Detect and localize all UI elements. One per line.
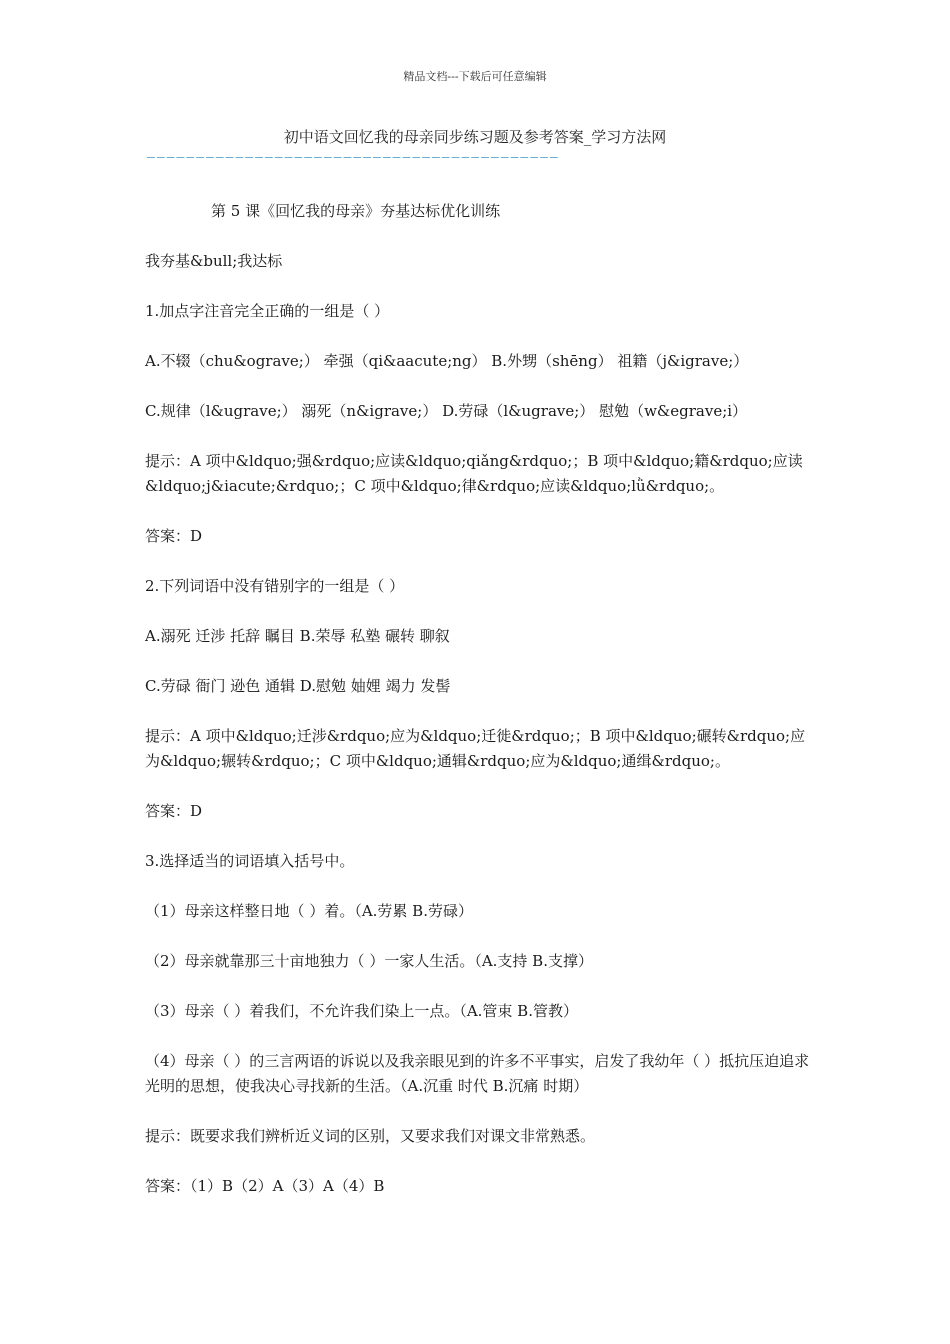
document-body: [145, 199, 810, 1224]
lesson-title: 第 5 课《回忆我的母亲》夯基达标优化训练: [211, 202, 501, 220]
document-title: 初中语文回忆我的母亲同步练习题及参考答案_学习方法网: [283, 128, 667, 146]
page-header-note: 精品文档---下载后可任意编辑: [403, 70, 547, 83]
question-3-item-2: （2）母亲就靠那三十亩地独力（ ）一家人生活。（A.支持 B.支撑）: [145, 952, 593, 970]
question-2-options-ab: A.溺死 迁涉 托辞 瞩目 B.荣辱 私塾 碾转 聊叙: [145, 627, 450, 645]
question-3-hint: 提示：既要求我们辨析近义词的区别，又要求我们对课文非常熟悉。: [145, 1127, 596, 1145]
question-1-options-cd: C.规律（l&ugrave;） 溺死（n&igrave;） D.劳碌（l&ugrave;） 慰勉（w&egrave;i）: [145, 402, 748, 420]
question-1: 1.加点字注音完全正确的一组是（ ）: [145, 302, 390, 320]
question-3-item-1: （1）母亲这样整日地（ ）着。（A.劳累 B.劳碌）: [145, 902, 473, 920]
section-heading: 我夯基&bull;我达标: [145, 252, 283, 270]
question-1-hint: 提示：A 项中&ldquo;强&rdquo;应读&ldquo;qiǎng&rdquo;；B 项中&ldquo;籍&rdquo;应读&ldquo;j&iacute;&rdquo;；C 项中&ldquo;律&rdquo;应读&ldquo;lǜ&rdquo;。: [145, 452, 803, 495]
question-1-answer: 答案：D: [145, 527, 203, 545]
question-3: 3.选择适当的词语填入括号中。: [145, 852, 355, 870]
question-3-item-4: （4）母亲（ ）的三言两语的诉说以及我亲眼见到的许多不平事实，启发了我幼年（ ）抵抗压迫追求光明的思想，使我决心寻找新的生活。（A.沉重 时代 B.沉痛 时期）: [145, 1052, 810, 1095]
title-underline: ——————————————————————————————————————————: [147, 150, 560, 165]
question-2: 2.下列词语中没有错别字的一组是（ ）: [145, 577, 405, 595]
question-1-options-ab: A.不辍（chu&ograve;） 牵强（qi&aacute;ng） B.外甥（shēng） 祖籍（j&igrave;）: [145, 352, 749, 370]
question-2-hint: 提示：A 项中&ldquo;迁涉&rdquo;应为&ldquo;迁徙&rdquo;；B 项中&ldquo;碾转&rdquo;应为&ldquo;辗转&rdquo;；C 项中&ldquo;通辑&rdquo;应为&ldquo;通缉&rdquo;。: [145, 727, 806, 770]
question-2-options-cd: C.劳碌 衙门 逊色 通辑 D.慰勉 妯娌 竭力 发髻: [145, 677, 451, 695]
question-3-item-3: （3）母亲（ ）着我们，不允许我们染上一点。（A.管束 B.管教）: [145, 1002, 578, 1020]
question-2-answer: 答案：D: [145, 802, 203, 820]
question-3-answer: 答案：（1）B（2）A（3）A（4）B: [145, 1177, 385, 1195]
